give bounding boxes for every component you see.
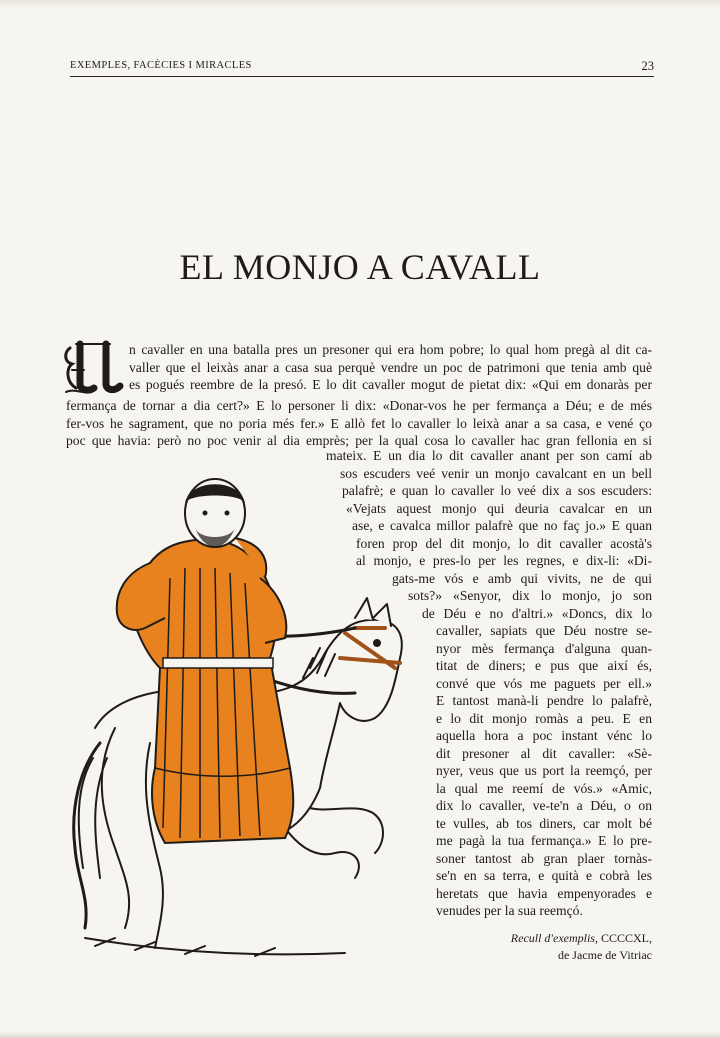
text-line: foren prop del dit monjo, lo dit cavaller acostà's xyxy=(356,535,652,551)
text-line: E tantost manà-li pendre lo palafrè, xyxy=(436,693,652,708)
text-line: nyor mès fermança d'alguna quan- xyxy=(436,640,652,656)
text-line: de Déu e no d'altri.» «Doncs, dix lo xyxy=(422,605,652,621)
text-line: palafrè; e quan lo cavaller lo veé dix a sos escuders: xyxy=(342,483,652,498)
text-line: sots?» «Senyor, dix lo monjo, jo son xyxy=(408,588,652,603)
text-line: convé que vós me paguets per ell.» xyxy=(436,675,652,691)
citation-source: Recull d'exemplis, xyxy=(510,931,598,945)
text-line: n cavaller en una batalla pres un presoner qui era hom pobre; lo qual hom pregà al dit ca- xyxy=(129,342,652,357)
page-bottom-edge xyxy=(0,1032,720,1038)
text-line: soner tantost ab gran plaer tornàs- xyxy=(436,850,652,866)
text-line: mateix. E un dia lo dit cavaller anant per son camí ab xyxy=(326,448,652,463)
text-line: fermança de tornar a dia cert?» E lo personer li dix: «Donar-vos he per fermança a Déu; e de més xyxy=(66,398,652,413)
citation-author: de Jacme de Vitriac xyxy=(557,948,652,962)
decorated-initial-icon xyxy=(62,338,126,396)
text-line: ase, e cavalca millor palafrè que no faç jo.» E quan xyxy=(352,518,652,533)
running-title: EXEMPLES, FACÈCIES I MIRACLES xyxy=(70,60,252,71)
text-line: te vulles, ab tos diners, car molt bé xyxy=(436,815,652,831)
text-line: heretats que havia empenyorades e xyxy=(436,885,652,901)
citation-number: CCCCXL, xyxy=(600,931,652,945)
page-top-edge xyxy=(0,0,720,8)
paragraph-full-width xyxy=(66,397,652,450)
text-line: al monjo, e pres-lo per les regnes, e dix-li: «Di- xyxy=(356,553,652,568)
text-line: se'n en sa terra, e quità e cobrà les xyxy=(436,868,652,883)
text-line: es pogués reembre de la presó. E lo dit cavaller mogut de pietat dix: «Qui em donaràs per xyxy=(129,377,652,392)
text-line: sos escuders veé venir un monjo cavalcant en un bell xyxy=(340,465,652,481)
text-line: venudes per la sua reemçó. xyxy=(436,903,583,918)
text-line: nyer, veus que us port la reemçó, per xyxy=(436,763,652,778)
chapter-title: EL MONJO A CAVALL xyxy=(179,247,541,288)
text-line: dit presoner al dit cavaller: «Sè- xyxy=(436,745,652,761)
text-line: «Vejats aquest monjo qui deuria cavalcar en un xyxy=(346,500,652,516)
text-line: me pagà la tua fermança.» E lo pre- xyxy=(436,833,652,848)
text-line: valler que el leixàs anar a casa sua perquè vendre un poc de patrimoni que tenia amb què xyxy=(129,359,652,375)
text-line: dix lo cavaller, ve-te'n a Déu, o on xyxy=(436,798,652,813)
monk-on-horse-illustration xyxy=(55,468,415,978)
text-line: e lo dit monjo romàs a peu. E en xyxy=(436,710,652,726)
running-header xyxy=(70,60,654,77)
text-line: aquella hora a poc instant vénc lo xyxy=(436,728,652,743)
page-number: 23 xyxy=(641,59,654,73)
text-line: poc que havia: però no poc venir al dia emprès; per la qual cosa lo cavaller hac gran fellonia en si xyxy=(66,433,652,448)
text-line: titat de diners; e pus que així és, xyxy=(436,658,652,673)
text-line: fer-vos he sagrament, que no poria més fer.» E allò fet lo cavaller lo leixà anar a sa casa, e vené ço xyxy=(66,415,652,431)
citation xyxy=(392,930,652,964)
paragraph-opening xyxy=(129,341,652,394)
text-line: gats-me vós e amb qui vivits, ne de qui xyxy=(392,570,652,586)
text-line: cavaller, sapiats que Déu nostre se- xyxy=(436,623,652,638)
text-line: la qual me reemí de vós.» «Amic, xyxy=(436,780,652,796)
